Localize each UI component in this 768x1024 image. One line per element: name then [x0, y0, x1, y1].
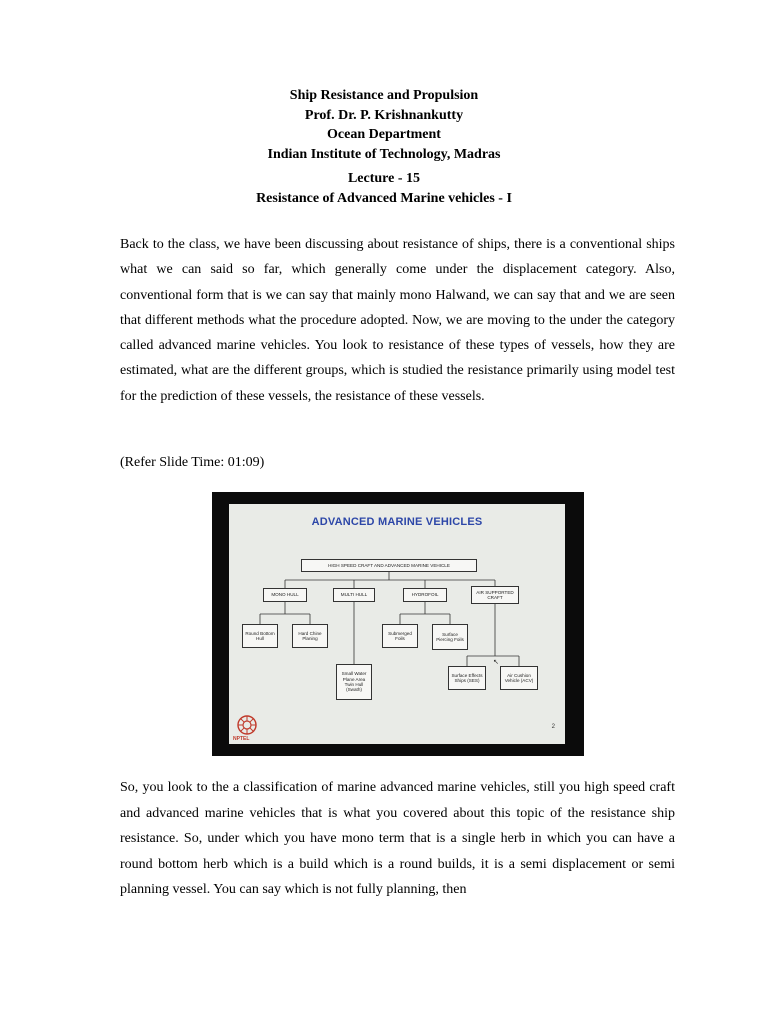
professor-name: Prof. Dr. P. Krishnankutty [304, 107, 464, 123]
slide-page-number: 2 [551, 724, 555, 730]
node-submerged-foils: Submerged Foils [382, 624, 418, 648]
nptel-logo-text: NPTEL [233, 736, 250, 742]
slide-image [212, 492, 584, 756]
institute-name: Indian Institute of Technology, Madras [267, 146, 501, 162]
node-hydrofoil: HYDROFOIL [403, 588, 447, 602]
node-root: HIGH SPEED CRAFT AND ADVANCED MARINE VEHICLE [301, 559, 477, 572]
slide-title: ADVANCED MARINE VEHICLES [311, 516, 483, 528]
refer-slide-time: (Refer Slide Time: 01:09) [120, 455, 265, 470]
node-hard-chine-planing: Hard Chine Planing [292, 624, 328, 648]
lecture-title: Resistance of Advanced Marine vehicles - I [256, 190, 512, 206]
paragraph-classification: So, you look to the a classification of marine advanced marine vehicles, still you high speed craft and advanced marine vehicles that is what you covered about this topic of the resistance ship resistance. So, under which you have mono term that is a single herb in which you can have a round bottom herb which is a build which is a round builds, it is a semi displacement or semi planning vessel. You can say which is not fully planning, then [120, 780, 675, 897]
node-mono-hull: MONO HULL [263, 588, 307, 602]
mouse-cursor-icon: ↖ [493, 659, 499, 666]
node-surface-piercing-foils: Surface Piercing Foils [432, 624, 468, 650]
node-swath: Small Water Plane Area Twin Hull (Swath) [336, 664, 372, 700]
document-header [0, 86, 768, 164]
slide-content [229, 504, 565, 744]
lecture-number: Lecture - 15 [347, 171, 421, 186]
node-air-supported-craft: AIR SUPPORTED CRAFT [471, 586, 519, 604]
course-title: Ship Resistance and Propulsion [289, 88, 479, 103]
node-surface-effects-ships: Surface Effects Ships (SES) [448, 666, 486, 690]
department-name: Ocean Department [327, 127, 441, 142]
node-round-bottom-hull: Round Bottom Hull [242, 624, 278, 648]
paragraph-intro: Back to the class, we have been discussing about resistance of ships, there is a conventional ships what we can said so far, which generally come under the displacement category. Also, conventional form that is we can say that mainly mono Halwand, we can say that and we are seen that different methods what the procedure adopted. Now, we are moving to the under the category called advanced marine vehicles. You look to resistance of these types of vessels, how they are estimated, what are the different groups, which is studied the resistance primarily using model test for the prediction of these vessels, the resistance of these vessels. [120, 237, 675, 404]
node-air-cushion-vehicle: Air Cushion Vehicle (ACV) [500, 666, 538, 690]
node-multi-hull: MULTI HULL [333, 588, 375, 602]
lecture-heading [0, 169, 768, 208]
nptel-logo-icon [235, 714, 259, 738]
